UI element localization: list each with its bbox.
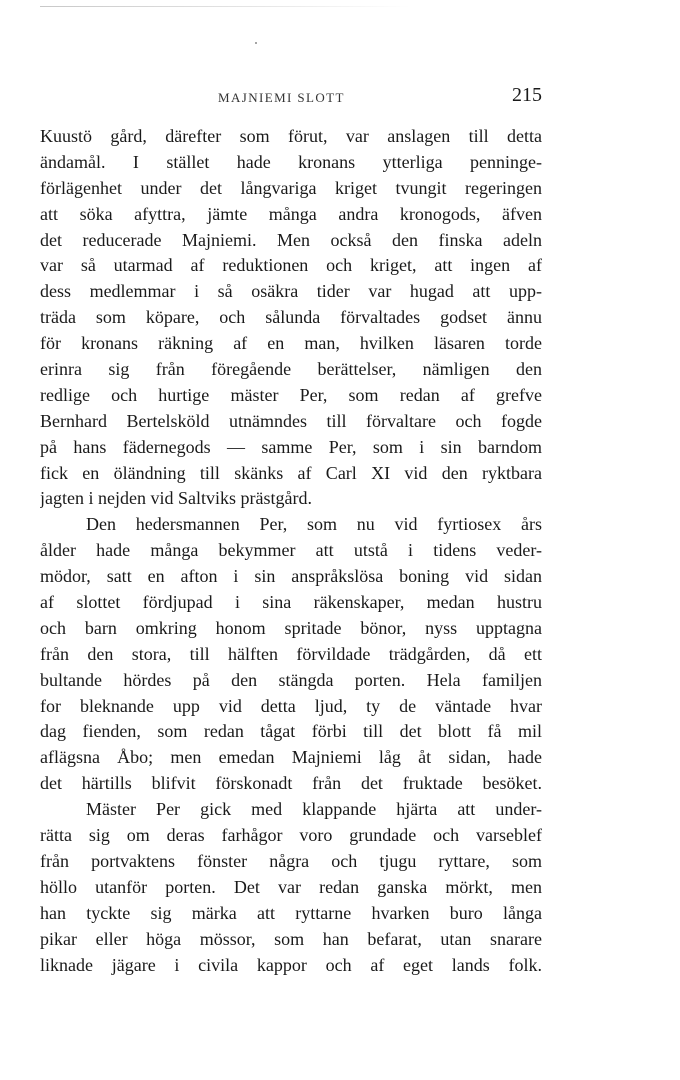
scan-edge-line	[40, 6, 410, 7]
text-line: han tyckte sig märka att ryttarne hvarken buro långa	[40, 902, 542, 923]
paragraph-start-line: Den hedersmannen Per, som nu vid fyrtiosex års	[86, 514, 542, 535]
text-line: på hans fädernegods — samme Per, som i sin barndom	[40, 436, 542, 457]
text-line: bultande hördes på den stängda porten. Hela familjen	[40, 669, 542, 690]
text-line: från den stora, till hälften förvildade trädgården, då ett	[40, 643, 542, 664]
text-line: förlägenhet under det långvariga kriget tvungit regeringen	[40, 177, 542, 198]
text-line: ändamål. I stället hade kronans ytterliga penninge-	[40, 151, 542, 172]
text-line: och barn omkring honom spritade bönor, nyss upptagna	[40, 617, 542, 638]
text-line: fick en öländning till skänks af Carl XI vid den ryktbara	[40, 462, 542, 483]
speck	[255, 42, 257, 44]
paragraph-end-line: det härtills blifvit förskonadt från det fruktade besöket.	[40, 773, 542, 794]
text-line: erinra sig från föregående berättelser, nämligen den	[40, 359, 542, 380]
paragraph-end-line: jagten i nejden vid Saltviks prästgård.	[40, 488, 312, 509]
text-line: det reducerade Majniemi. Men också den finska adeln	[40, 229, 542, 250]
text-line: pikar eller höga mössor, som han befarat, utan snarare	[40, 928, 542, 949]
text-line: för kronans räkning af en man, hvilken läsaren torde	[40, 333, 542, 354]
body-text	[40, 124, 542, 978]
text-line: aflägsna Åbo; men emedan Majniemi låg åt sidan, hade	[40, 747, 542, 768]
text-line: dess medlemmar i så osäkra tider var hugad att upp-	[40, 281, 542, 302]
text-line: rätta sig om deras farhågor voro grundade och varseblef	[40, 825, 542, 846]
text-line: höllo utanför porten. Det var redan ganska mörkt, men	[40, 876, 542, 897]
paragraph-start-line: Mäster Per gick med klappande hjärta att under-	[86, 799, 542, 820]
text-line: Kuustö gård, därefter som förut, var anslagen till detta	[40, 126, 542, 146]
text-line: att söka afyttra, jämte många andra kronogods, äfven	[40, 203, 542, 224]
running-head: MAJNIEMI SLOTT	[218, 90, 345, 105]
text-line: mödor, satt en afton i sin anspråkslösa boning vid sidan	[40, 566, 542, 587]
text-line: redlige och hurtige mäster Per, som redan af grefve	[40, 384, 542, 405]
text-line: Bernhard Bertelsköld utnämndes till förvaltare och fogde	[40, 410, 542, 431]
text-line: dag fienden, som redan tågat förbi till det blott få mil	[40, 721, 542, 742]
text-line: liknade jägare i civila kappor och af eget lands folk.	[40, 954, 542, 975]
text-line: af slottet fördjupad i sina räkenskaper, medan hustru	[40, 592, 542, 613]
text-line: var så utarmad af reduktionen och kriget, att ingen af	[40, 255, 542, 276]
text-line: ålder hade många bekymmer att utstå i tidens veder-	[40, 540, 542, 561]
page-header	[40, 84, 542, 114]
page-number: 215	[512, 84, 542, 106]
text-line: från portvaktens fönster några och tjugu ryttare, som	[40, 850, 542, 871]
text-line: träda som köpare, och sålunda förvaltades godset ännu	[40, 307, 542, 328]
text-line: for bleknande upp vid detta ljud, ty de väntade hvar	[40, 695, 542, 716]
